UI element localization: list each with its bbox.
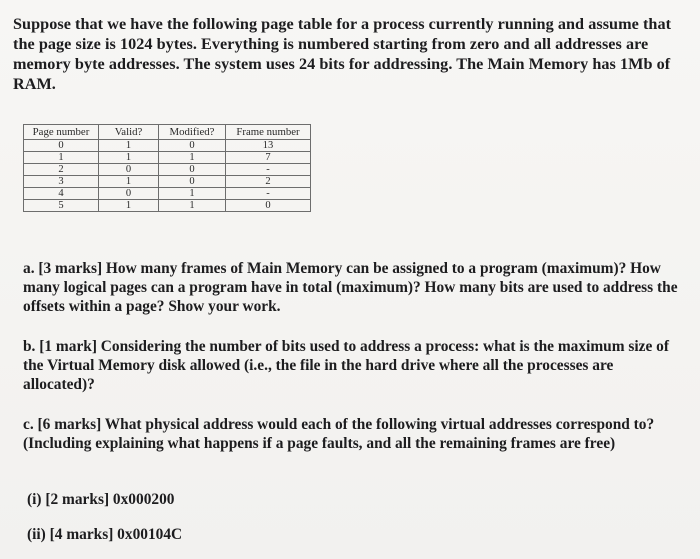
cell-valid: 0 <box>99 164 159 176</box>
cell-page-number: 3 <box>24 176 99 188</box>
table-row <box>24 164 311 176</box>
question-c-part-ii: (ii) [4 marks] 0x00104C <box>27 526 183 543</box>
cell-frame-number: 13 <box>226 140 311 152</box>
cell-frame-number: 0 <box>226 200 311 212</box>
table-row <box>24 200 311 212</box>
cell-modified: 0 <box>159 164 226 176</box>
question-b: b. [1 mark] Considering the number of bits used to address a process: what is the maximum size of the Virtual Memory disk allowed (i.e., the file in the hard drive where all the processes are allocated)? <box>23 338 669 393</box>
question-c-part-i: (i) [2 marks] 0x000200 <box>27 491 175 508</box>
cell-page-number: 4 <box>24 188 99 200</box>
question-a: a. [3 marks] How many frames of Main Memory can be assigned to a program (maximum)? How many logical pages can a program have in total (maximum)? How many bits are used to address the offsets within a page? Show your work. <box>23 260 678 315</box>
cell-frame-number: 7 <box>226 152 311 164</box>
table-row <box>24 188 311 200</box>
table-row <box>24 140 311 152</box>
table-row <box>24 176 311 188</box>
cell-frame-number: - <box>226 164 311 176</box>
question-c: c. [6 marks] What physical address would each of the following virtual addresses correspond to? (Including explaining what happens if a page faults, and all the remaining frames are free) <box>23 416 655 452</box>
cell-valid: 1 <box>99 152 159 164</box>
page-table-container <box>23 124 311 212</box>
cell-page-number: 5 <box>24 200 99 212</box>
page-table <box>23 124 311 212</box>
cell-valid: 1 <box>99 200 159 212</box>
cell-frame-number: 2 <box>226 176 311 188</box>
cell-modified: 0 <box>159 176 226 188</box>
cell-valid: 0 <box>99 188 159 200</box>
cell-page-number: 2 <box>24 164 99 176</box>
header-valid: Valid? <box>99 125 159 140</box>
cell-modified: 0 <box>159 140 226 152</box>
cell-page-number: 0 <box>24 140 99 152</box>
table-row <box>24 152 311 164</box>
cell-modified: 1 <box>159 200 226 212</box>
header-frame-number: Frame number <box>226 125 311 140</box>
cell-valid: 1 <box>99 176 159 188</box>
cell-valid: 1 <box>99 140 159 152</box>
page-table-header-row <box>24 125 311 140</box>
header-modified: Modified? <box>159 125 226 140</box>
header-page-number: Page number <box>24 125 99 140</box>
cell-page-number: 1 <box>24 152 99 164</box>
cell-modified: 1 <box>159 152 226 164</box>
cell-frame-number: - <box>226 188 311 200</box>
cell-modified: 1 <box>159 188 226 200</box>
intro-paragraph: Suppose that we have the following page table for a process currently running and assume that the page size is 1024 bytes. Everything is numbered starting from zero and all addresses are memory byte addresses. The system uses 24 bits for addressing. The Main Memory has 1Mb of RAM. <box>13 15 672 93</box>
